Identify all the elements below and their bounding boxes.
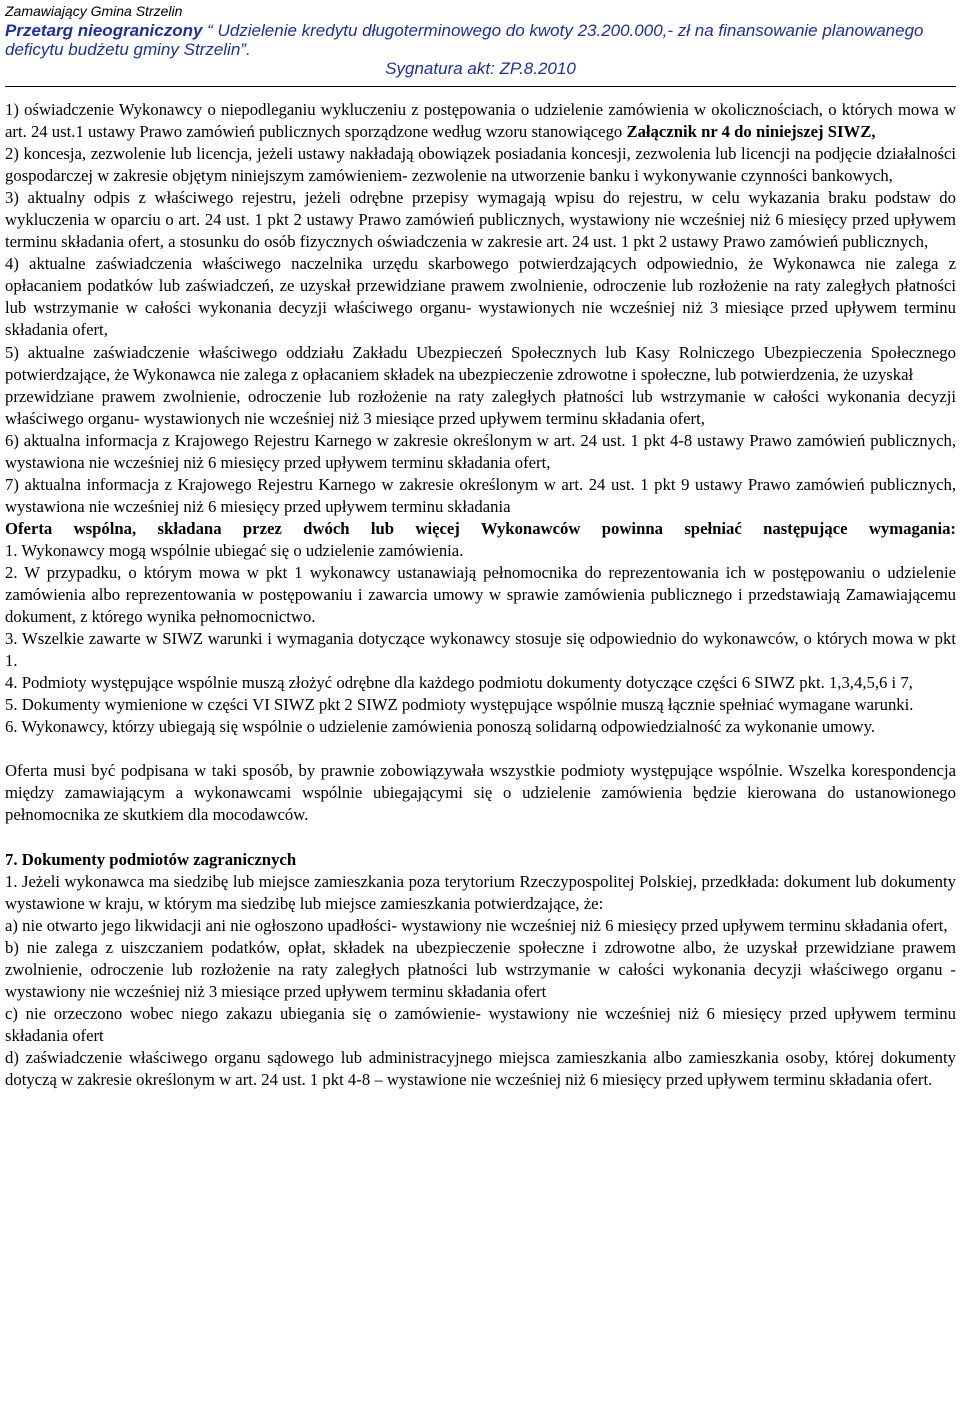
page-header: [5, 0, 956, 87]
foreign-item-c: c) nie orzeczono wobec niego zakazu ubiegania się o zamówienie- wystawiony nie wcześniej niż 6 miesięcy przed upływem terminu składania ofert: [5, 1003, 956, 1045]
foreign-item-d: d) zaświadczenie właściwego organu sądowego lub administracyjnego miejsca zamieszkania albo zamieszkania osoby, której dokumenty dotyczą w zakresie określonym w art. 24 ust. 1 pkt 4-8 – wystawione nie wcześniej niż 6 miesięcy przed upływem terminu składania ofert.: [5, 1047, 956, 1089]
item-1-text: 1) oświadczenie Wykonawcy o niepodleganiu wykluczeniu z postępowania o udzielenie zamówienia w okolicznościach, o których mowa w art. 24 ust.1 ustawy Prawo zamówień publicznych sporządzone według wzoru stanowiącego: [5, 100, 956, 142]
header-signature: Sygnatura akt: ZP.8.2010: [385, 59, 576, 78]
paragraph-item-5-continued: przewidziane prawem zwolnienie, odroczenie lub rozłożenie na raty zaległych płatności lub wstrzymanie w całości wykonania decyzji właściwego organu- wystawionych nie wcześniej niż 3 miesiące przed upływem terminu składania ofert,: [5, 386, 956, 428]
joint-requirement-3: 3. Wszelkie zawarte w SIWZ warunki i wymagania dotyczące wykonawcy stosuje się odpowiednio do wykonawców, o których mowa w pkt 1.: [5, 629, 956, 671]
joint-offer-heading-text: Oferta wspólna, składana przez dwóch lub więcej Wykonawców powinna spełniać następujące wymagania:: [5, 518, 956, 538]
spacer: [5, 738, 956, 760]
joint-requirement-6: 6. Wykonawcy, którzy ubiegają się wspólnie o udzielenie zamówienia ponoszą solidarną odpowiedzialność za wykonanie umowy.: [5, 717, 876, 737]
document-body: [5, 99, 956, 1091]
paragraph-item-2: 2) koncesja, zezwolenie lub licencja, jeżeli ustawy nakładają obowiązek posiadania koncesji, zezwolenia lub licencji na podjęcie działalności gospodarczej w zakresie objętym niniejszym zamówieniem- zezwolenie na utworzenie banku i wykonywanie czynności bankowych,: [5, 144, 956, 186]
foreign-item-a: a) nie otwarto jego likwidacji ani nie ogłoszono upadłości- wystawiony nie wcześniej niż 6 miesięcy przed upływem terminu składania ofert,: [5, 915, 948, 935]
item-1-attachment-ref: Załącznik nr 4 do niniejszej SIWZ,: [626, 122, 876, 142]
paragraph-item-6: 6) aktualna informacja z Krajowego Rejestru Karnego w zakresie określonym w art. 24 ust. 1 pkt 4-8 ustawy Prawo zamówień publicznych, wystawiona nie wcześniej niż 6 miesięcy przed upływem terminu składania ofert,: [5, 430, 956, 472]
joint-requirement-2: 2. W przypadku, o którym mowa w pkt 1 wykonawcy ustanawiają pełnomocnika do reprezentowania ich w postępowaniu o udzielenie zamówienia albo reprezentowania w postępowaniu i zawarcia umowy w sprawie zamówienia publicznego i przedstawiają Zamawiającemu dokument, z którego wynika pełnomocnictwo.: [5, 562, 956, 627]
foreign-item-b: b) nie zalega z uiszczaniem podatków, opłat, składek na ubezpieczenie społeczne i zdrowotne albo, że uzyskał przewidziane prawem zwolnienie, odroczenie lub rozłożenie na raty zaległych płatności lub wstrzymanie w całości wykonania decyzji właściwego organu - wystawiony nie wcześniej niż 3 miesiące przed upływem terminu składania ofert: [5, 937, 956, 1001]
header-tender-title: [5, 21, 956, 59]
header-organization: Zamawiający Gmina Strzelin: [5, 3, 183, 19]
section-7-heading: [5, 849, 956, 871]
spacer: [5, 827, 956, 849]
paragraph-item-4: 4) aktualne zaświadczenia właściwego naczelnika urzędu skarbowego potwierdzających odpowiednio, że Wykonawca nie zalega z opłacaniem podatków lub zaświadczeń, ze uzyskał przewidziane prawem zwolnienie, odroczenie lub rozłożenie na raty zaległych płatności lub wstrzymanie w całości wykonania decyzji właściwego organu- wystawionych nie wcześniej niż 3 miesiące przed upływem terminu składania ofert,: [5, 254, 956, 340]
foreign-item-1: 1. Jeżeli wykonawca ma siedzibę lub miejsce zamieszkania poza terytorium Rzeczypospolitej Polskiej, przedkłada: dokument lub dokumenty wystawione w kraju, w którym ma siedzibę lub miejsce zamieszkania potwierdzające, że:: [5, 871, 956, 913]
header-title-rest: “ Udzielenie kredytu długoterminowego do kwoty 23.200.000,- zł na finansowanie planowanego deficytu budżetu gminy Strzelin”.: [5, 21, 924, 59]
header-title-bold: Przetarg nieograniczony: [5, 21, 203, 40]
paragraph-item-7: 7) aktualna informacja z Krajowego Rejestru Karnego w zakresie określonym w art. 24 ust. 1 pkt 9 ustawy Prawo zamówień publicznych, wystawiona nie wcześniej niż 6 miesięcy przed upływem terminu składania: [5, 474, 956, 516]
joint-requirement-1: 1. Wykonawcy mogą wspólnie ubiegać się o udzielenie zamówienia.: [5, 540, 464, 560]
paragraph-item-3: 3) aktualny odpis z właściwego rejestru, jeżeli odrębne przepisy wymagają wpisu do rejestru, w celu wykazania braku podstaw do wykluczenia w oparciu o art. 24 ust. 1 pkt 2 ustawy Prawo zamówień publicznych, wystawiony nie wcześniej niż 6 miesięcy przed upływem terminu składania ofert, a stosunku do osób fizycznych oświadczenia w zakresie art. 24 ust. 1 pkt 2 ustawy Prawo zamówień publicznych,: [5, 188, 956, 252]
paragraph-item-1: [5, 99, 956, 143]
section-7-heading-text: 7. Dokumenty podmiotów zagranicznych: [5, 849, 297, 869]
paragraph-item-5: 5) aktualne zaświadczenie właściwego oddziału Zakładu Ubezpieczeń Społecznych lub Kasy Rolniczego Ubezpieczenia Społecznego potwierdzające, że Wykonawca nie zalega z opłacaniem składek na ubezpieczenie zdrowotne i społeczne, lub potwierdzenia, że uzyskał: [5, 342, 956, 384]
header-divider: [5, 86, 956, 87]
joint-requirement-4: 4. Podmioty występujące wspólnie muszą złożyć odrębne dla każdego podmiotu dokumenty dotyczące części 6 SIWZ pkt. 1,3,4,5,6 i 7,: [5, 673, 913, 693]
joint-offer-heading: [5, 518, 956, 540]
signature-paragraph: Oferta musi być podpisana w taki sposób, by prawnie zobowiązywała wszystkie podmioty występujące wspólnie. Wszelka korespondencja między zamawiającym a wykonawcami wspólnie ubiegającymi się o udzielenie zamówienia będzie kierowana do ustanowionego pełnomocnika ze skutkiem dla mocodawców.: [5, 761, 956, 825]
joint-requirement-5: 5. Dokumenty wymienione w części VI SIWZ pkt 2 SIWZ podmioty występujące wspólnie muszą łącznie spełniać wymagane warunki.: [5, 695, 914, 715]
